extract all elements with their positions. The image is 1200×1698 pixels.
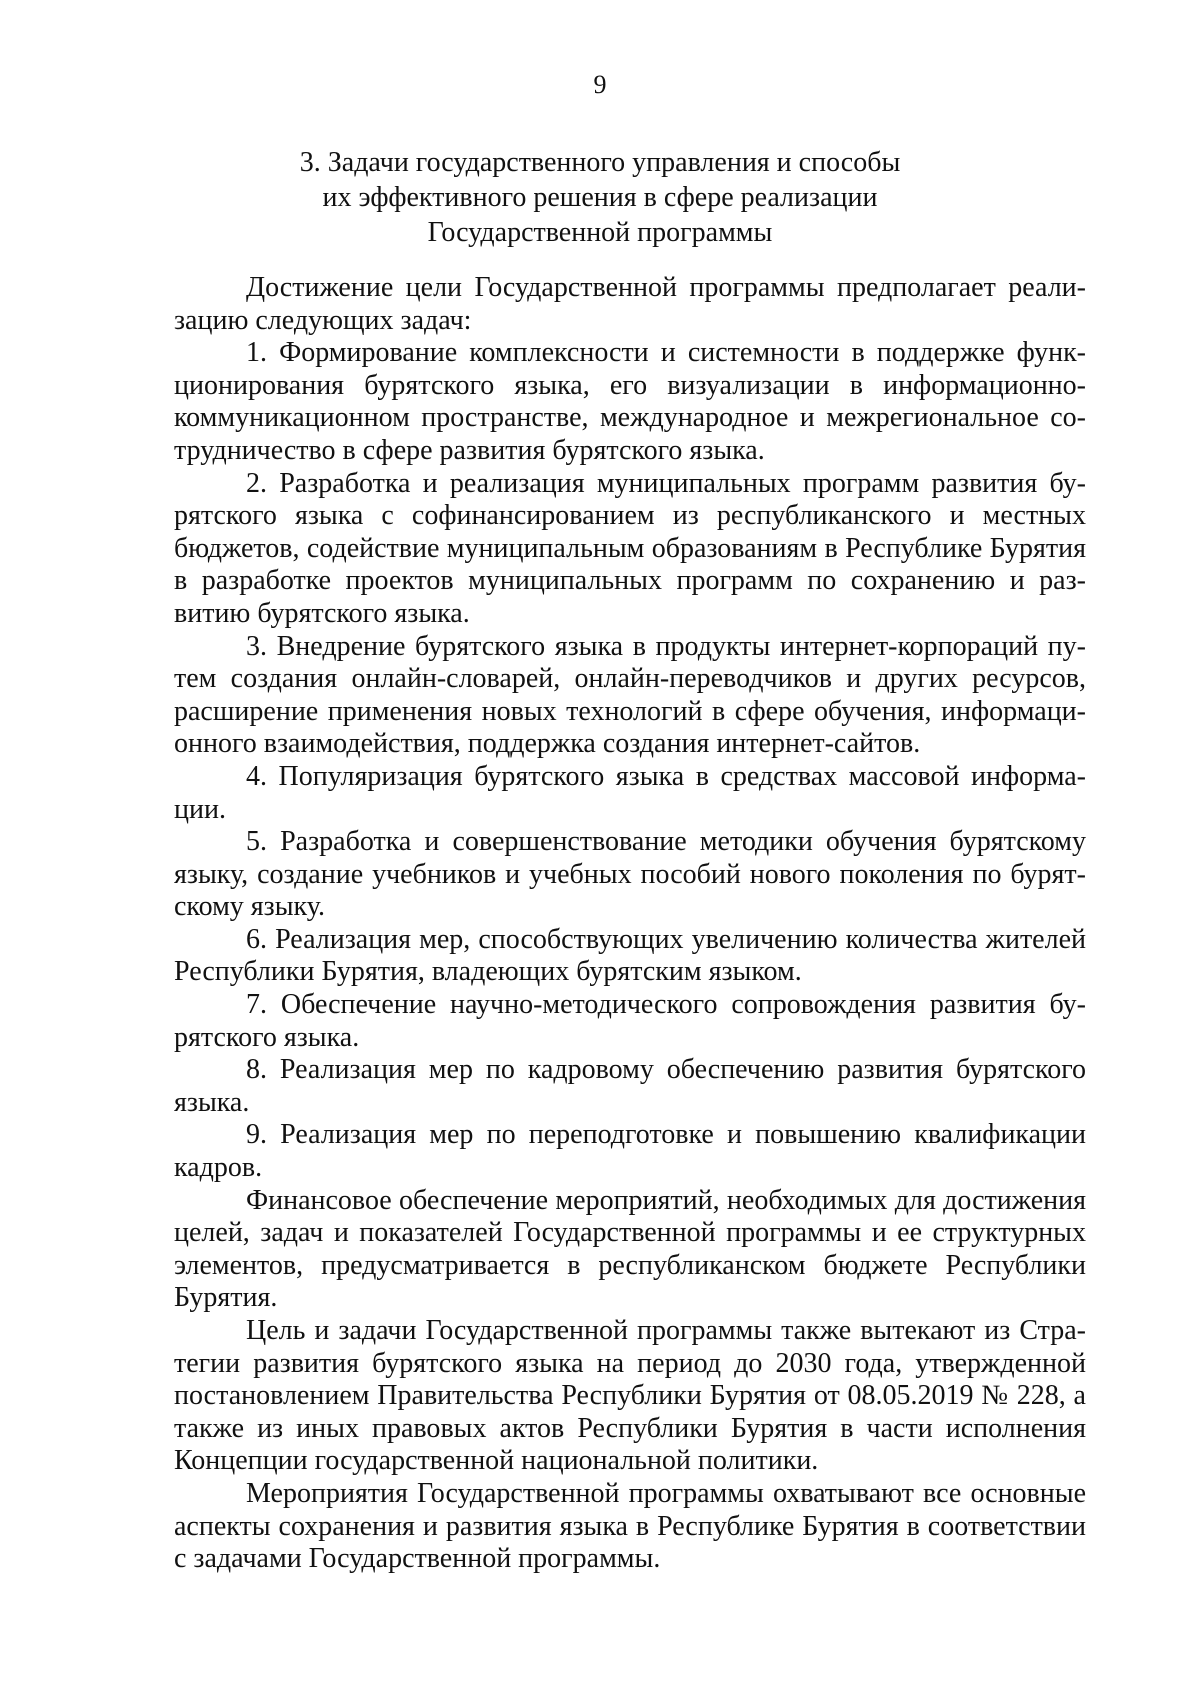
task-item-4: 4. Популяризация бурятского языка в средствах массовой информации. bbox=[174, 760, 1086, 825]
paragraph-intro: Достижение цели Государственной программы предполагает реализацию следующих задач: bbox=[174, 272, 1086, 336]
document-body bbox=[174, 272, 1086, 1576]
paragraph-strategy: Цель и задачи Государственной программы также вытекают из Стратегии развития бурятского языка на период до 2030 года, утвержденной постановлением Правительства Республики Бурятия от 08.05.2019 № 228, а также из иных правовых актов Республики Бурятия в части исполнения Концепции государственной национальной политики. bbox=[174, 1315, 1086, 1477]
paragraph-financing: Финансовое обеспечение мероприятий, необходимых для достижения целей, задач и показателей Государственной программы и ее структурных элементов, предусматривается в республиканском бюджете Республики Бурятия. bbox=[174, 1184, 1086, 1314]
section-heading bbox=[240, 145, 960, 250]
task-item-1: 1. Формирование комплексности и системности в поддержке функционирования бурятского языка, его визуализации в информационно-коммуникационном пространстве, международное и межрегиональное сотрудничество в сфере развития бурятского языка. bbox=[174, 337, 1086, 466]
task-item-6: 6. Реализация мер, способствующих увеличению количества жителей Республики Бурятия, владеющих бурятским языком. bbox=[174, 923, 1086, 988]
task-item-2: 2. Разработка и реализация муниципальных программ развития бурятского языка с софинансированием из республиканского и местных бюджетов, содействие муниципальным образованиям в Республике Бурятия в разработке проектов муниципальных программ по сохранению и развитию бурятского языка. bbox=[174, 467, 1086, 629]
paragraph-activities: Мероприятия Государственной программы охватывают все основные аспекты сохранения и развития языка в Республике Бурятия в соответствии с задачами Государственной программы. bbox=[174, 1477, 1086, 1575]
section-heading-line-3: Государственной программы bbox=[427, 217, 773, 248]
section-heading-line-1: 3. Задачи государственного управления и способы bbox=[299, 147, 901, 178]
page-number: 9 bbox=[593, 70, 607, 99]
task-item-9: 9. Реализация мер по переподготовке и повышению квалификации кадров. bbox=[174, 1119, 1086, 1184]
task-item-7: 7. Обеспечение научно-методического сопровождения развития бурятского языка. bbox=[174, 989, 1086, 1053]
section-heading-line-2: их эффективного решения в сфере реализации bbox=[322, 182, 878, 213]
task-item-3: 3. Внедрение бурятского языка в продукты интернет-корпораций путем создания онлайн-словарей, онлайн-переводчиков и других ресурсов, расширение применения новых технологий в сфере обучения, информационного взаимодействия, поддержка создания интернет-сайтов. bbox=[174, 630, 1086, 760]
task-item-8: 8. Реализация мер по кадровому обеспечению развития бурятского языка. bbox=[174, 1054, 1086, 1118]
task-item-5: 5. Разработка и совершенствование методики обучения бурятскому языку, создание учебников и учебных пособий нового поколения по бурятскому языку. bbox=[174, 826, 1086, 923]
